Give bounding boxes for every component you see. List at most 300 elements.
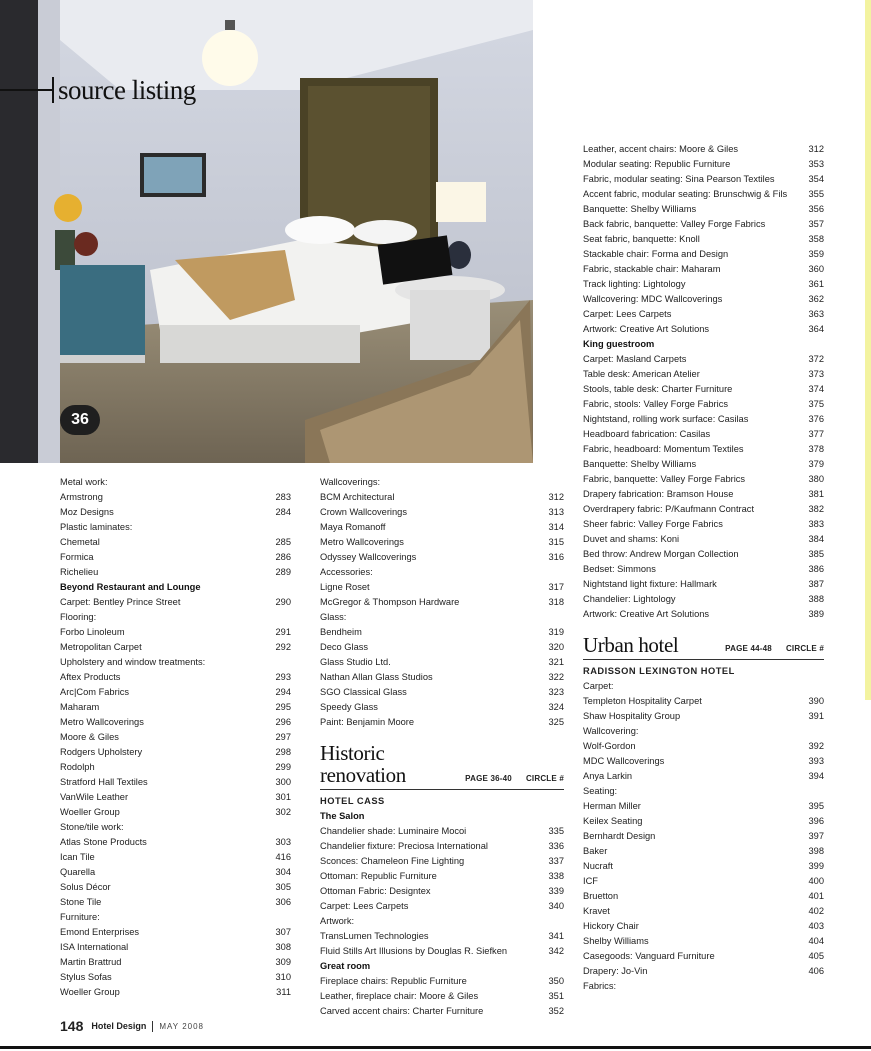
listing-subheading xyxy=(320,809,564,824)
listing-item-text: Chandelier: Lightology xyxy=(583,594,676,604)
listing-circle-number: 379 xyxy=(808,459,824,469)
listing-row xyxy=(583,532,824,547)
listing-circle-number: 300 xyxy=(275,777,291,787)
listing-row xyxy=(583,694,824,709)
listing-circle-number: 378 xyxy=(808,444,824,454)
listing-item-text: Bernhardt Design xyxy=(583,831,656,841)
listing-item-text: Track lighting: Lightology xyxy=(583,279,686,289)
hotel-cass-name: HOTEL CASS xyxy=(320,796,385,806)
listing-row xyxy=(60,535,291,550)
historic-page-ref xyxy=(451,771,564,786)
listing-circle-number xyxy=(818,979,824,994)
listing-circle-number xyxy=(558,565,564,580)
listing-item-text: Bendheim xyxy=(320,627,362,637)
listing-row xyxy=(320,685,564,700)
listing-item-text: Carpet: Masland Carpets xyxy=(583,354,687,364)
listing-circle-number: 325 xyxy=(548,717,564,727)
historic-renovation-header xyxy=(320,742,564,790)
listing-row xyxy=(60,640,291,655)
listing-row xyxy=(60,670,291,685)
listing-circle-number: 302 xyxy=(275,807,291,817)
listing-circle-number xyxy=(558,914,564,929)
listing-circle-number: 397 xyxy=(808,831,824,841)
listing-item-text: Furniture: xyxy=(60,912,100,922)
listing-row xyxy=(583,502,824,517)
listing-circle-number: 337 xyxy=(548,856,564,866)
listing-item-text: Fabric, stools: Valley Forge Fabrics xyxy=(583,399,729,409)
listing-column-2 xyxy=(320,475,564,1019)
listing-circle-number: 361 xyxy=(808,279,824,289)
listing-circle-number: 352 xyxy=(548,1006,564,1016)
listing-row xyxy=(320,929,564,944)
listing-item-text: Speedy Glass xyxy=(320,702,378,712)
listing-circle-number xyxy=(558,610,564,625)
listing-row xyxy=(583,814,824,829)
listing-item-text: Seat fabric, banquette: Knoll xyxy=(583,234,700,244)
historic-circle-label: CIRCLE # xyxy=(525,774,564,783)
listing-circle-number: 342 xyxy=(548,946,564,956)
listing-circle-number: 335 xyxy=(548,826,564,836)
listing-circle-number: 357 xyxy=(808,219,824,229)
listing-item-text: Formica xyxy=(60,552,94,562)
listing-item-text: Fabric, modular seating: Sina Pearson Textiles xyxy=(583,174,775,184)
listing-item-text: Crown Wallcoverings xyxy=(320,507,407,517)
listing-item-text: Leather, fireplace chair: Moore & Giles xyxy=(320,991,479,1001)
listing-item-text: Wallcoverings: xyxy=(320,477,381,487)
listing-circle-number: 354 xyxy=(808,174,824,184)
listing-circle-number: 362 xyxy=(808,294,824,304)
listing-row xyxy=(583,142,824,157)
listing-item-text: Baker xyxy=(583,846,608,856)
listing-circle-number: 308 xyxy=(275,942,291,952)
listing-row xyxy=(583,799,824,814)
listing-row xyxy=(60,805,291,820)
listing-item-text: Nathan Allan Glass Studios xyxy=(320,672,433,682)
listing-row xyxy=(583,292,824,307)
listing-item-text: Quarella xyxy=(60,867,96,877)
listing-circle-number: 294 xyxy=(275,687,291,697)
listing-row xyxy=(583,577,824,592)
listing-row xyxy=(60,880,291,895)
listing-item-text: Deco Glass xyxy=(320,642,369,652)
listing-circle-number xyxy=(818,337,824,352)
listing-circle-number: 293 xyxy=(275,672,291,682)
listing-row xyxy=(320,475,564,490)
listing-circle-number: 355 xyxy=(808,189,824,199)
listing-row xyxy=(583,934,824,949)
listing-row xyxy=(60,940,291,955)
listing-row xyxy=(320,595,564,610)
listing-circle-number xyxy=(285,520,291,535)
listing-row xyxy=(60,520,291,535)
listing-circle-number: 283 xyxy=(275,492,291,502)
listing-row xyxy=(583,172,824,187)
radisson-hotel-name: RADISSON LEXINGTON HOTEL xyxy=(583,666,735,676)
listing-circle-number: 358 xyxy=(808,234,824,244)
listing-item-text: Fluid Stills Art Illusions by Douglas R. Siefken xyxy=(320,946,508,956)
listing-item-text: Artwork: Creative Art Solutions xyxy=(583,324,710,334)
listing-row xyxy=(583,232,824,247)
listing-row xyxy=(320,520,564,535)
listing-row xyxy=(320,1004,564,1019)
listing-circle-number: 403 xyxy=(808,921,824,931)
listing-circle-number: 388 xyxy=(808,594,824,604)
listing-circle-number: 416 xyxy=(275,852,291,862)
listing-row xyxy=(583,352,824,367)
listing-item-text: Modular seating: Republic Furniture xyxy=(583,159,731,169)
listing-row xyxy=(60,550,291,565)
listing-circle-number: 381 xyxy=(808,489,824,499)
section-title xyxy=(0,70,196,110)
urban-page-ref xyxy=(711,641,824,656)
listing-item-text: Carpet: xyxy=(583,681,614,691)
listing-item-text: MDC Wallcoverings xyxy=(583,756,665,766)
listing-item-text: Drapery: Jo-Vin xyxy=(583,966,648,976)
listing-item-text: Sconces: Chameleon Fine Lighting xyxy=(320,856,465,866)
listing-circle-number: 356 xyxy=(808,204,824,214)
historic-renovation-title: Historic renovation xyxy=(320,741,406,787)
listing-item-text: Wolf-Gordon xyxy=(583,741,636,751)
listing-row xyxy=(60,565,291,580)
listing-item-text: Arc|Com Fabrics xyxy=(60,687,130,697)
listing-circle-number: 372 xyxy=(808,354,824,364)
listing-circle-number: 318 xyxy=(548,597,564,607)
listing-circle-number: 399 xyxy=(808,861,824,871)
listing-item-text: Stools, table desk: Charter Furniture xyxy=(583,384,733,394)
listing-row xyxy=(583,397,824,412)
listing-item-text: Banquette: Shelby Williams xyxy=(583,204,697,214)
listing-circle-number xyxy=(818,784,824,799)
listing-row xyxy=(583,829,824,844)
listing-circle-number: 401 xyxy=(808,891,824,901)
listing-item-text: Flooring: xyxy=(60,612,97,622)
listing-item-text: Fabric, stackable chair: Maharam xyxy=(583,264,721,274)
listing-row xyxy=(60,745,291,760)
listing-circle-number: 316 xyxy=(548,552,564,562)
listing-circle-number: 405 xyxy=(808,951,824,961)
listing-row xyxy=(583,859,824,874)
listing-subheading xyxy=(320,959,564,974)
listing-row xyxy=(60,475,291,490)
listing-circle-number: 304 xyxy=(275,867,291,877)
listing-row xyxy=(60,760,291,775)
listing-row xyxy=(583,412,824,427)
listing-row xyxy=(60,490,291,505)
listing-row xyxy=(583,487,824,502)
listing-row xyxy=(583,157,824,172)
listing-item-text: Stratford Hall Textiles xyxy=(60,777,148,787)
listing-item-text: Beyond Restaurant and Lounge xyxy=(60,582,201,592)
listing-item-text: Shaw Hospitality Group xyxy=(583,711,681,721)
listing-item-text: TransLumen Technologies xyxy=(320,931,429,941)
listing-circle-number: 338 xyxy=(548,871,564,881)
listing-row xyxy=(320,490,564,505)
listing-row xyxy=(583,202,824,217)
listing-row xyxy=(583,724,824,739)
listing-column-3 xyxy=(583,142,824,994)
listing-row xyxy=(583,949,824,964)
listing-row xyxy=(320,884,564,899)
listing-circle-number: 303 xyxy=(275,837,291,847)
listing-row xyxy=(60,700,291,715)
listing-row xyxy=(583,889,824,904)
listing-circle-number: 285 xyxy=(275,537,291,547)
listing-circle-number: 306 xyxy=(275,897,291,907)
listing-item-text: Paint: Benjamin Moore xyxy=(320,717,415,727)
listing-row xyxy=(320,869,564,884)
listing-row xyxy=(320,839,564,854)
listing-item-text: Solus Décor xyxy=(60,882,111,892)
listing-circle-number: 398 xyxy=(808,846,824,856)
listing-row xyxy=(320,565,564,580)
listing-item-text: Woeller Group xyxy=(60,807,120,817)
listing-row xyxy=(60,790,291,805)
listing-circle-number: 384 xyxy=(808,534,824,544)
listing-row xyxy=(583,562,824,577)
listing-circle-number: 286 xyxy=(275,552,291,562)
listing-item-text: VanWile Leather xyxy=(60,792,129,802)
listing-row xyxy=(60,895,291,910)
urban-circle-label: CIRCLE # xyxy=(785,644,824,653)
listing-circle-number: 404 xyxy=(808,936,824,946)
listing-item-text: Forbo Linoleum xyxy=(60,627,125,637)
listing-item-text: Emond Enterprises xyxy=(60,927,140,937)
listing-circle-number xyxy=(285,580,291,595)
listing-row xyxy=(320,944,564,959)
listing-item-text: Nucraft xyxy=(583,861,613,871)
listing-item-text: Casegoods: Vanguard Furniture xyxy=(583,951,715,961)
listing-circle-number: 314 xyxy=(548,522,564,532)
listing-row xyxy=(60,910,291,925)
listing-circle-number: 299 xyxy=(275,762,291,772)
listing-row xyxy=(60,685,291,700)
listing-item-text: Metro Wallcoverings xyxy=(320,537,404,547)
listing-item-text: Rodolph xyxy=(60,762,95,772)
listing-item-text: Bedset: Simmons xyxy=(583,564,656,574)
listing-circle-number: 376 xyxy=(808,414,824,424)
listing-circle-number: 364 xyxy=(808,324,824,334)
listing-circle-number xyxy=(285,820,291,835)
listing-row xyxy=(583,844,824,859)
listing-circle-number: 290 xyxy=(275,597,291,607)
listing-circle-number: 374 xyxy=(808,384,824,394)
listing-row xyxy=(320,580,564,595)
listing-circle-number: 312 xyxy=(548,492,564,502)
listing-circle-number: 340 xyxy=(548,901,564,911)
listing-item-text: Carpet: Lees Carpets xyxy=(320,901,409,911)
listing-row xyxy=(583,679,824,694)
listing-item-text: Duvet and shams: Koni xyxy=(583,534,680,544)
listing-item-text: Ican Tile xyxy=(60,852,95,862)
listing-circle-number: 353 xyxy=(808,159,824,169)
listing-circle-number: 380 xyxy=(808,474,824,484)
listing-row xyxy=(320,610,564,625)
title-bar xyxy=(52,77,54,103)
listing-item-text: Fabric, banquette: Valley Forge Fabrics xyxy=(583,474,746,484)
listing-item-text: ICF xyxy=(583,876,598,886)
listing-item-text: Stone/tile work: xyxy=(60,822,124,832)
listing-item-text: Leather, accent chairs: Moore & Giles xyxy=(583,144,739,154)
urban-hotel-title: Urban hotel xyxy=(583,633,679,657)
listing-item-text: Banquette: Shelby Williams xyxy=(583,459,697,469)
listing-row xyxy=(60,505,291,520)
urban-hotel-header xyxy=(583,634,824,660)
title-rule xyxy=(0,89,52,91)
listing-item-text: Ottoman: Republic Furniture xyxy=(320,871,437,881)
listing-row xyxy=(60,595,291,610)
listing-item-text: Accessories: xyxy=(320,567,373,577)
listing-row xyxy=(583,517,824,532)
listing-item-text: Glass: xyxy=(320,612,347,622)
listing-circle-number: 284 xyxy=(275,507,291,517)
listing-item-text: Glass Studio Ltd. xyxy=(320,657,391,667)
section-title-text: source listing xyxy=(58,74,196,105)
page-footer xyxy=(60,1018,204,1034)
listing-item-text: Aftex Products xyxy=(60,672,121,682)
listing-row xyxy=(60,970,291,985)
listing-row xyxy=(320,824,564,839)
listing-row xyxy=(60,715,291,730)
footer-date: MAY 2008 xyxy=(159,1021,204,1031)
listing-item-text: Martin Brattrud xyxy=(60,957,122,967)
listing-row xyxy=(583,739,824,754)
listing-row xyxy=(583,919,824,934)
listing-row xyxy=(583,442,824,457)
footer-separator xyxy=(152,1021,153,1032)
listing-row xyxy=(320,700,564,715)
listing-item-text: Hickory Chair xyxy=(583,921,639,931)
listing-circle-number: 339 xyxy=(548,886,564,896)
listing-item-text: Fabric, headboard: Momentum Textiles xyxy=(583,444,744,454)
listing-item-text: Artwork: xyxy=(320,916,355,926)
listing-row xyxy=(583,472,824,487)
listing-circle-number: 396 xyxy=(808,816,824,826)
listing-item-text: Accent fabric, modular seating: Brunschwig & Fils xyxy=(583,189,788,199)
listing-circle-number: 359 xyxy=(808,249,824,259)
listing-item-text: Carpet: Lees Carpets xyxy=(583,309,672,319)
listing-circle-number xyxy=(285,610,291,625)
listing-item-text: Artwork: Creative Art Solutions xyxy=(583,609,710,619)
listing-item-text: Nightstand light fixture: Hallmark xyxy=(583,579,717,589)
listing-row xyxy=(320,914,564,929)
listing-item-text: Back fabric, banquette: Valley Forge Fabrics xyxy=(583,219,766,229)
listing-item-text: Ligne Roset xyxy=(320,582,370,592)
listing-item-text: Herman Miller xyxy=(583,801,641,811)
listing-item-text: Seating: xyxy=(583,786,618,796)
listing-row xyxy=(60,925,291,940)
listing-circle-number xyxy=(818,679,824,694)
listing-circle-number: 336 xyxy=(548,841,564,851)
listing-item-text: Metal work: xyxy=(60,477,108,487)
listing-circle-number: 387 xyxy=(808,579,824,589)
listing-item-text: Nightstand, rolling work surface: Casilas xyxy=(583,414,749,424)
listing-row xyxy=(320,505,564,520)
listing-row xyxy=(583,904,824,919)
listing-row xyxy=(583,187,824,202)
listing-row xyxy=(320,854,564,869)
listing-row xyxy=(583,964,824,979)
listing-circle-number xyxy=(558,809,564,824)
listing-row xyxy=(320,625,564,640)
listing-item-text: Keilex Seating xyxy=(583,816,643,826)
listing-circle-number: 389 xyxy=(808,609,824,619)
listing-item-text: Upholstery and window treatments: xyxy=(60,657,206,667)
listing-circle-number: 392 xyxy=(808,741,824,751)
listing-row xyxy=(60,850,291,865)
listing-circle-number xyxy=(818,724,824,739)
listing-item-text: Odyssey Wallcoverings xyxy=(320,552,417,562)
listing-row xyxy=(583,784,824,799)
listing-row xyxy=(60,955,291,970)
listing-circle-number: 373 xyxy=(808,369,824,379)
footer-page-number: 148 xyxy=(60,1018,84,1034)
listing-row xyxy=(320,899,564,914)
listing-item-text: Anya Larkin xyxy=(583,771,633,781)
listing-item-text: The Salon xyxy=(320,811,365,821)
listing-row xyxy=(60,775,291,790)
listing-item-text: Kravet xyxy=(583,906,610,916)
listing-item-text: Wallcovering: MDC Wallcoverings xyxy=(583,294,723,304)
listing-circle-number: 297 xyxy=(275,732,291,742)
listing-circle-number: 341 xyxy=(548,931,564,941)
listing-row xyxy=(583,307,824,322)
listing-row xyxy=(60,820,291,835)
listing-row xyxy=(320,670,564,685)
listing-row xyxy=(583,367,824,382)
listing-item-text: Atlas Stone Products xyxy=(60,837,147,847)
listing-circle-number: 321 xyxy=(548,657,564,667)
page-edge-strip xyxy=(865,0,871,700)
listing-circle-number: 315 xyxy=(548,537,564,547)
listing-circle-number: 383 xyxy=(808,519,824,529)
listing-circle-number: 323 xyxy=(548,687,564,697)
footer-magazine-name: Hotel Design xyxy=(91,1021,147,1031)
listing-row xyxy=(320,550,564,565)
listing-circle-number: 319 xyxy=(548,627,564,637)
listing-circle-number: 377 xyxy=(808,429,824,439)
listing-circle-number: 310 xyxy=(275,972,291,982)
listing-circle-number: 317 xyxy=(548,582,564,592)
listing-circle-number xyxy=(285,910,291,925)
listing-row xyxy=(583,247,824,262)
listing-circle-number: 292 xyxy=(275,642,291,652)
listing-item-text: Great room xyxy=(320,961,371,971)
listing-item-text: Stone Tile xyxy=(60,897,102,907)
urban-page-ref-text: PAGE 44-48 xyxy=(725,644,772,653)
listing-row xyxy=(320,640,564,655)
listing-item-text: McGregor & Thompson Hardware xyxy=(320,597,460,607)
listing-item-text: King guestroom xyxy=(583,339,655,349)
listing-row xyxy=(60,835,291,850)
listing-row xyxy=(583,427,824,442)
listing-circle-number xyxy=(558,475,564,490)
listing-item-text: Moz Designs xyxy=(60,507,114,517)
listing-row xyxy=(60,730,291,745)
listing-row xyxy=(583,217,824,232)
listing-item-text: Armstrong xyxy=(60,492,103,502)
listing-circle-number: 393 xyxy=(808,756,824,766)
listing-item-text: Stylus Sofas xyxy=(60,972,112,982)
listing-item-text: Shelby Williams xyxy=(583,936,649,946)
bottom-rule xyxy=(0,1046,871,1049)
listing-row xyxy=(60,655,291,670)
listing-circle-number: 400 xyxy=(808,876,824,886)
listing-circle-number: 298 xyxy=(275,747,291,757)
listing-circle-number: 391 xyxy=(808,711,824,721)
listing-item-text: Ottoman Fabric: Designtex xyxy=(320,886,431,896)
listing-circle-number xyxy=(285,655,291,670)
listing-item-text: Maya Romanoff xyxy=(320,522,386,532)
